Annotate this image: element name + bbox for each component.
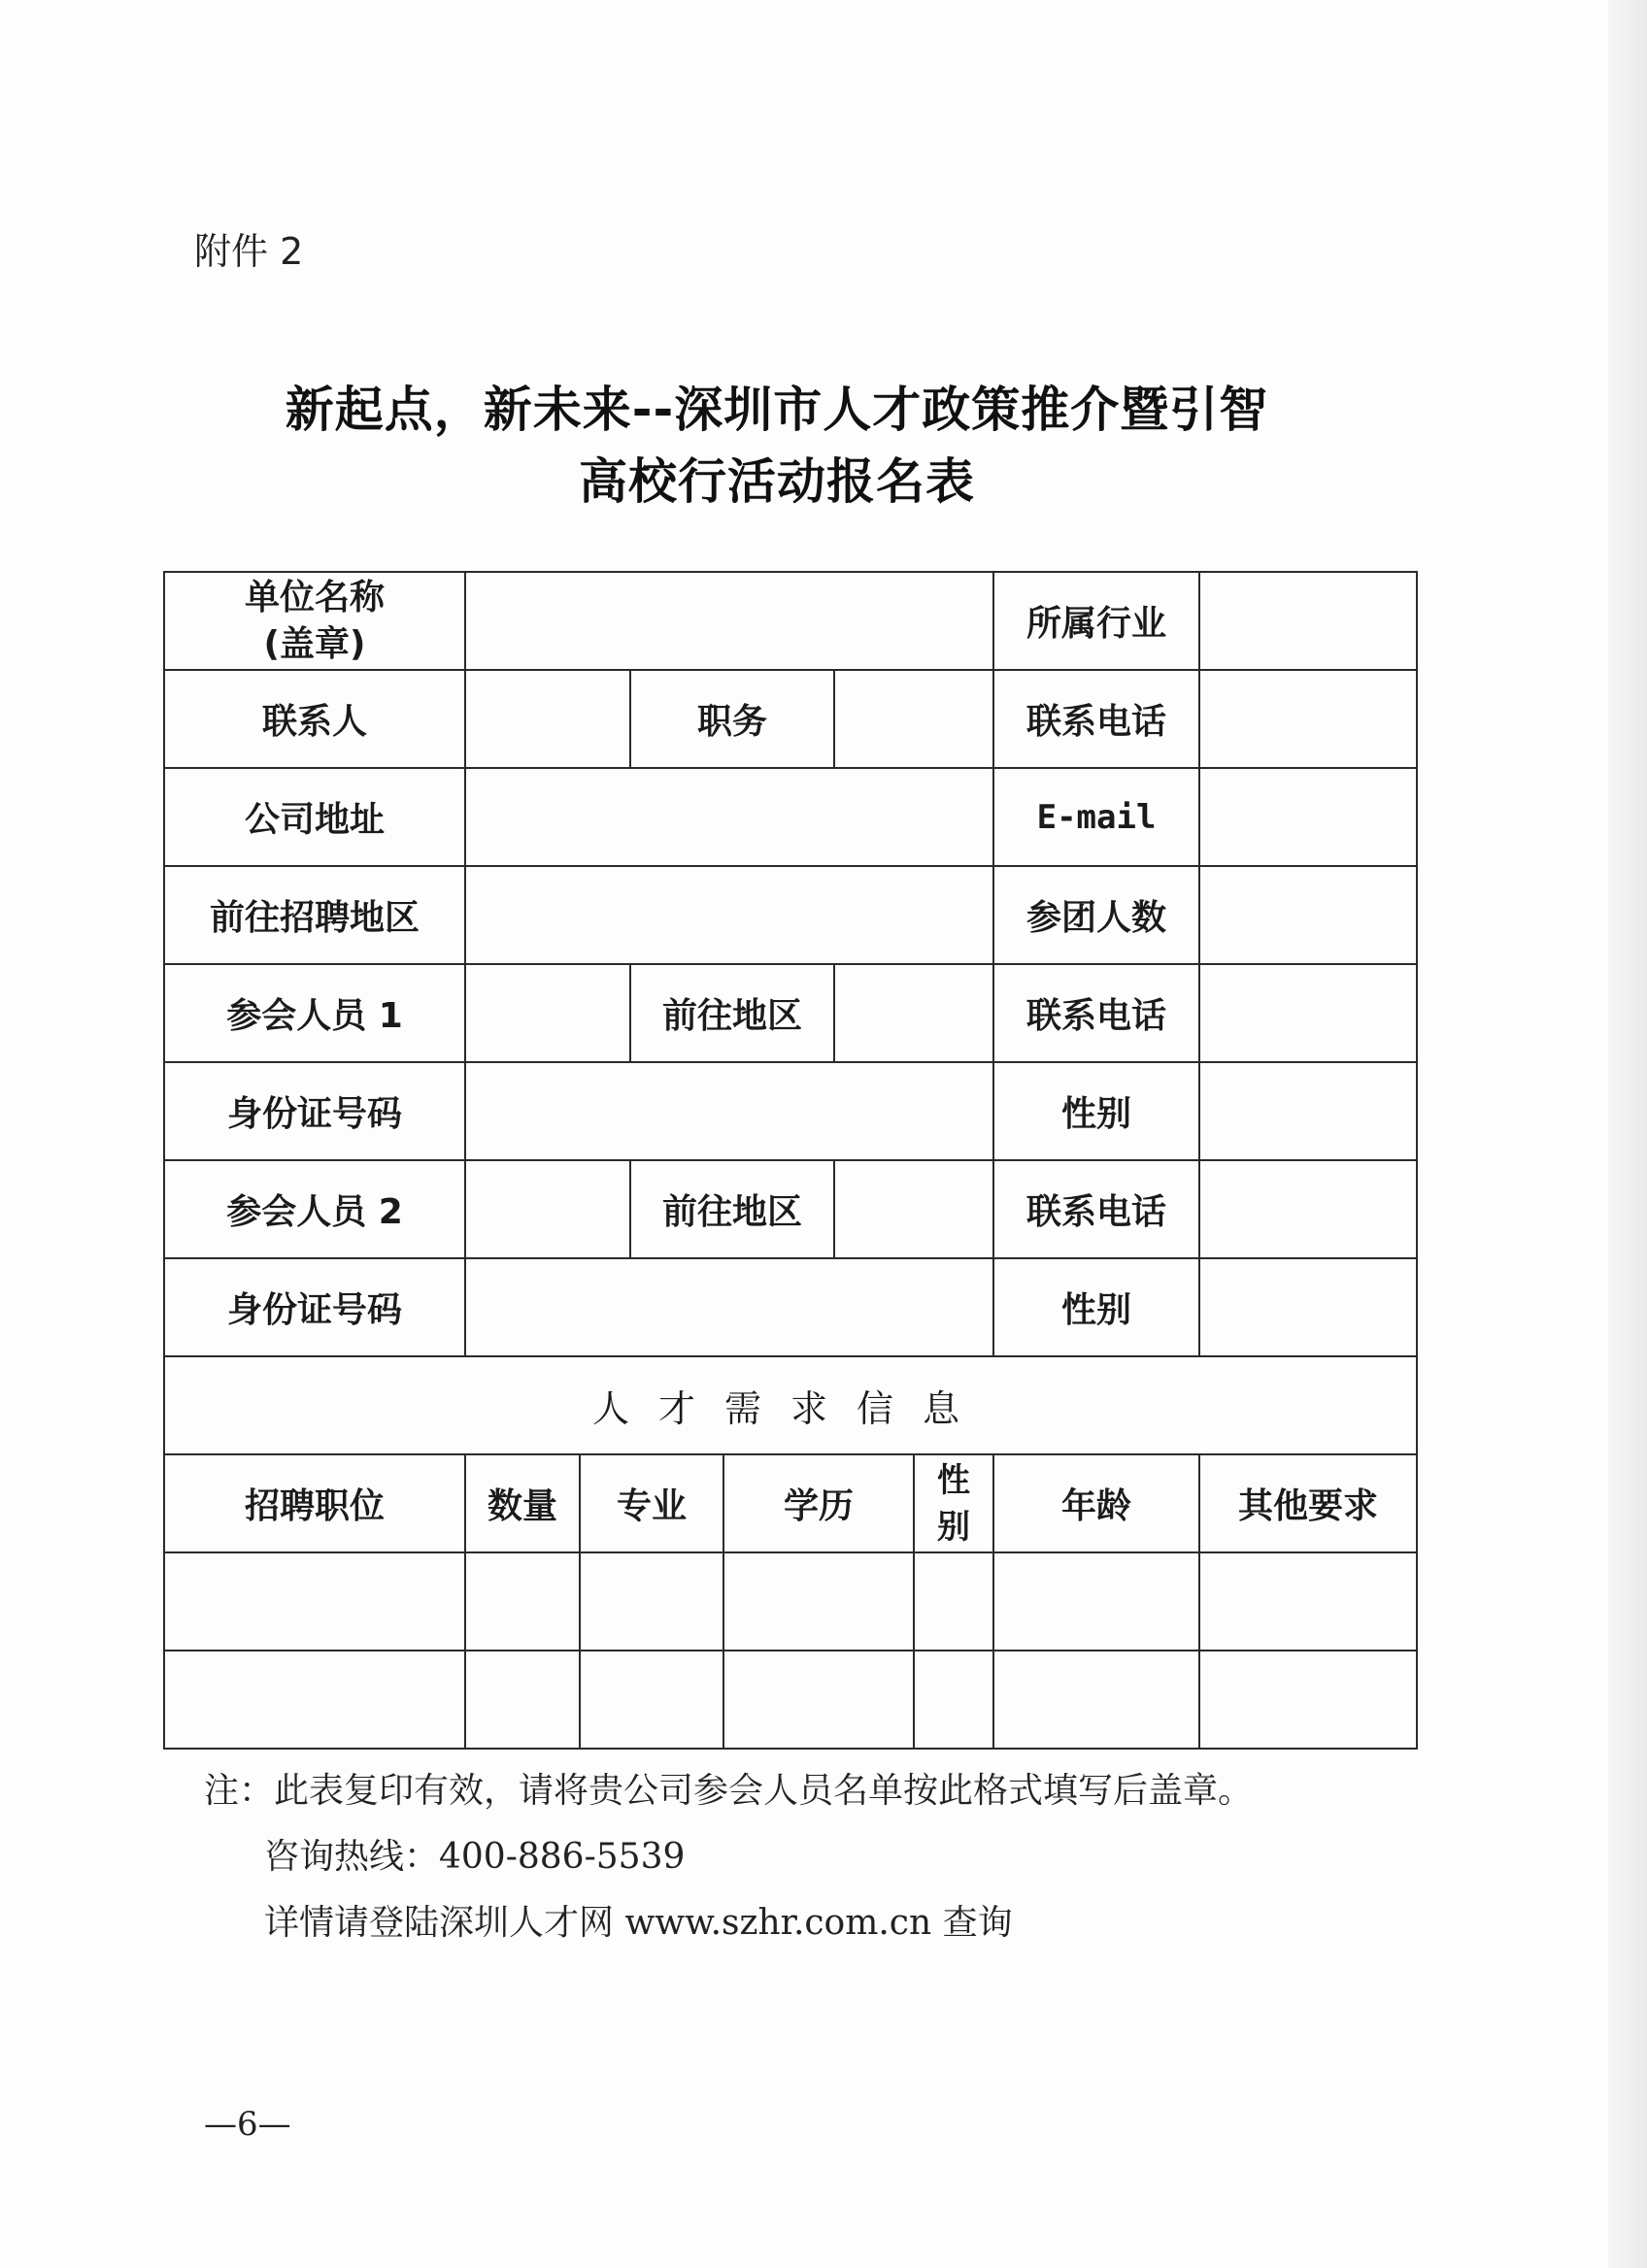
position-field[interactable] bbox=[834, 670, 993, 768]
contact-person-field[interactable] bbox=[465, 670, 630, 768]
row-recruit-region bbox=[164, 866, 1417, 964]
col-education: 学历 bbox=[723, 1454, 914, 1552]
form-title-line-2: 高校行活动报名表 bbox=[579, 453, 975, 510]
col-gender bbox=[914, 1454, 993, 1552]
row-attendee-2-id bbox=[164, 1258, 1417, 1356]
talent-other-cell[interactable] bbox=[1199, 1651, 1417, 1749]
talent-job-cell[interactable] bbox=[164, 1552, 465, 1651]
attendee-1-phone-label: 联系电话 bbox=[993, 964, 1199, 1062]
position-label: 职务 bbox=[630, 670, 834, 768]
attendee-2-label: 参会人员 2 bbox=[164, 1160, 465, 1258]
attendee-2-field[interactable] bbox=[465, 1160, 630, 1258]
attachment-label: 附件 2 bbox=[194, 230, 304, 273]
col-gender-top: 性 bbox=[937, 1460, 971, 1500]
row-attendee-1 bbox=[164, 964, 1417, 1062]
attendee-2-gender-label: 性别 bbox=[993, 1258, 1199, 1356]
attendee-2-destination-field[interactable] bbox=[834, 1160, 993, 1258]
attendee-2-gender-field[interactable] bbox=[1199, 1258, 1417, 1356]
email-field[interactable] bbox=[1199, 768, 1417, 866]
company-address-label: 公司地址 bbox=[164, 768, 465, 866]
attendee-1-gender-label: 性别 bbox=[993, 1062, 1199, 1160]
col-other: 其他要求 bbox=[1199, 1454, 1417, 1552]
col-quantity: 数量 bbox=[465, 1454, 580, 1552]
attendee-1-destination-label: 前往地区 bbox=[630, 964, 834, 1062]
talent-education-cell[interactable] bbox=[723, 1552, 914, 1651]
note-hotline: 咨询热线：400-886-5539 bbox=[264, 1837, 686, 1877]
company-name-label-line2: (盖章) bbox=[263, 623, 366, 664]
talent-age-cell[interactable] bbox=[993, 1552, 1199, 1651]
attendee-2-id-label: 身份证号码 bbox=[164, 1258, 465, 1356]
row-talent-section bbox=[164, 1356, 1417, 1454]
talent-gender-cell[interactable] bbox=[914, 1651, 993, 1749]
attendee-1-label: 参会人员 1 bbox=[164, 964, 465, 1062]
talent-education-cell[interactable] bbox=[723, 1651, 914, 1749]
note-main: 注：此表复印有效，请将贵公司参会人员名单按此格式填写后盖章。 bbox=[204, 1771, 1254, 1811]
row-talent-columns bbox=[164, 1454, 1417, 1552]
scan-edge bbox=[1608, 0, 1647, 2268]
talent-quantity-cell[interactable] bbox=[465, 1552, 580, 1651]
talent-age-cell[interactable] bbox=[993, 1651, 1199, 1749]
attendee-1-phone-field[interactable] bbox=[1199, 964, 1417, 1062]
talent-other-cell[interactable] bbox=[1199, 1552, 1417, 1651]
contact-phone-field[interactable] bbox=[1199, 670, 1417, 768]
row-company bbox=[164, 572, 1417, 670]
attendee-1-gender-field[interactable] bbox=[1199, 1062, 1417, 1160]
company-address-field[interactable] bbox=[465, 768, 993, 866]
talent-major-cell[interactable] bbox=[580, 1552, 723, 1651]
company-name-label-line1: 单位名称 bbox=[244, 577, 385, 617]
delegation-count-label: 参团人数 bbox=[993, 866, 1199, 964]
talent-gender-cell[interactable] bbox=[914, 1552, 993, 1651]
row-attendee-2 bbox=[164, 1160, 1417, 1258]
attendee-1-field[interactable] bbox=[465, 964, 630, 1062]
delegation-count-field[interactable] bbox=[1199, 866, 1417, 964]
attendee-2-destination-label: 前往地区 bbox=[630, 1160, 834, 1258]
recruit-region-field[interactable] bbox=[465, 866, 993, 964]
industry-label: 所属行业 bbox=[993, 572, 1199, 670]
contact-person-label: 联系人 bbox=[164, 670, 465, 768]
talent-section-heading: 人才需求信息 bbox=[164, 1356, 1417, 1454]
attendee-1-destination-field[interactable] bbox=[834, 964, 993, 1062]
attendee-2-phone-label: 联系电话 bbox=[993, 1160, 1199, 1258]
row-attendee-1-id bbox=[164, 1062, 1417, 1160]
talent-row bbox=[164, 1552, 1417, 1651]
attendee-2-id-field[interactable] bbox=[465, 1258, 993, 1356]
note-website: 详情请登陆深圳人才网 www.szhr.com.cn 查询 bbox=[264, 1903, 1013, 1943]
attendee-1-id-label: 身份证号码 bbox=[164, 1062, 465, 1160]
col-job: 招聘职位 bbox=[164, 1454, 465, 1552]
contact-phone-label: 联系电话 bbox=[993, 670, 1199, 768]
col-gender-bottom: 别 bbox=[937, 1507, 971, 1547]
registration-form-table bbox=[163, 571, 1418, 1750]
company-name-label bbox=[164, 572, 465, 670]
talent-quantity-cell[interactable] bbox=[465, 1651, 580, 1749]
industry-field[interactable] bbox=[1199, 572, 1417, 670]
email-label: E-mail bbox=[993, 768, 1199, 866]
company-name-field[interactable] bbox=[465, 572, 993, 670]
talent-row bbox=[164, 1651, 1417, 1749]
row-address bbox=[164, 768, 1417, 866]
page-number: —6— bbox=[204, 2105, 291, 2144]
form-title-line-1: 新起点，新未来--深圳市人才政策推介暨引智 bbox=[285, 382, 1269, 438]
talent-job-cell[interactable] bbox=[164, 1651, 465, 1749]
recruit-region-label: 前往招聘地区 bbox=[164, 866, 465, 964]
row-contact bbox=[164, 670, 1417, 768]
talent-major-cell[interactable] bbox=[580, 1651, 723, 1749]
col-major: 专业 bbox=[580, 1454, 723, 1552]
col-age: 年龄 bbox=[993, 1454, 1199, 1552]
attendee-2-phone-field[interactable] bbox=[1199, 1160, 1417, 1258]
attendee-1-id-field[interactable] bbox=[465, 1062, 993, 1160]
